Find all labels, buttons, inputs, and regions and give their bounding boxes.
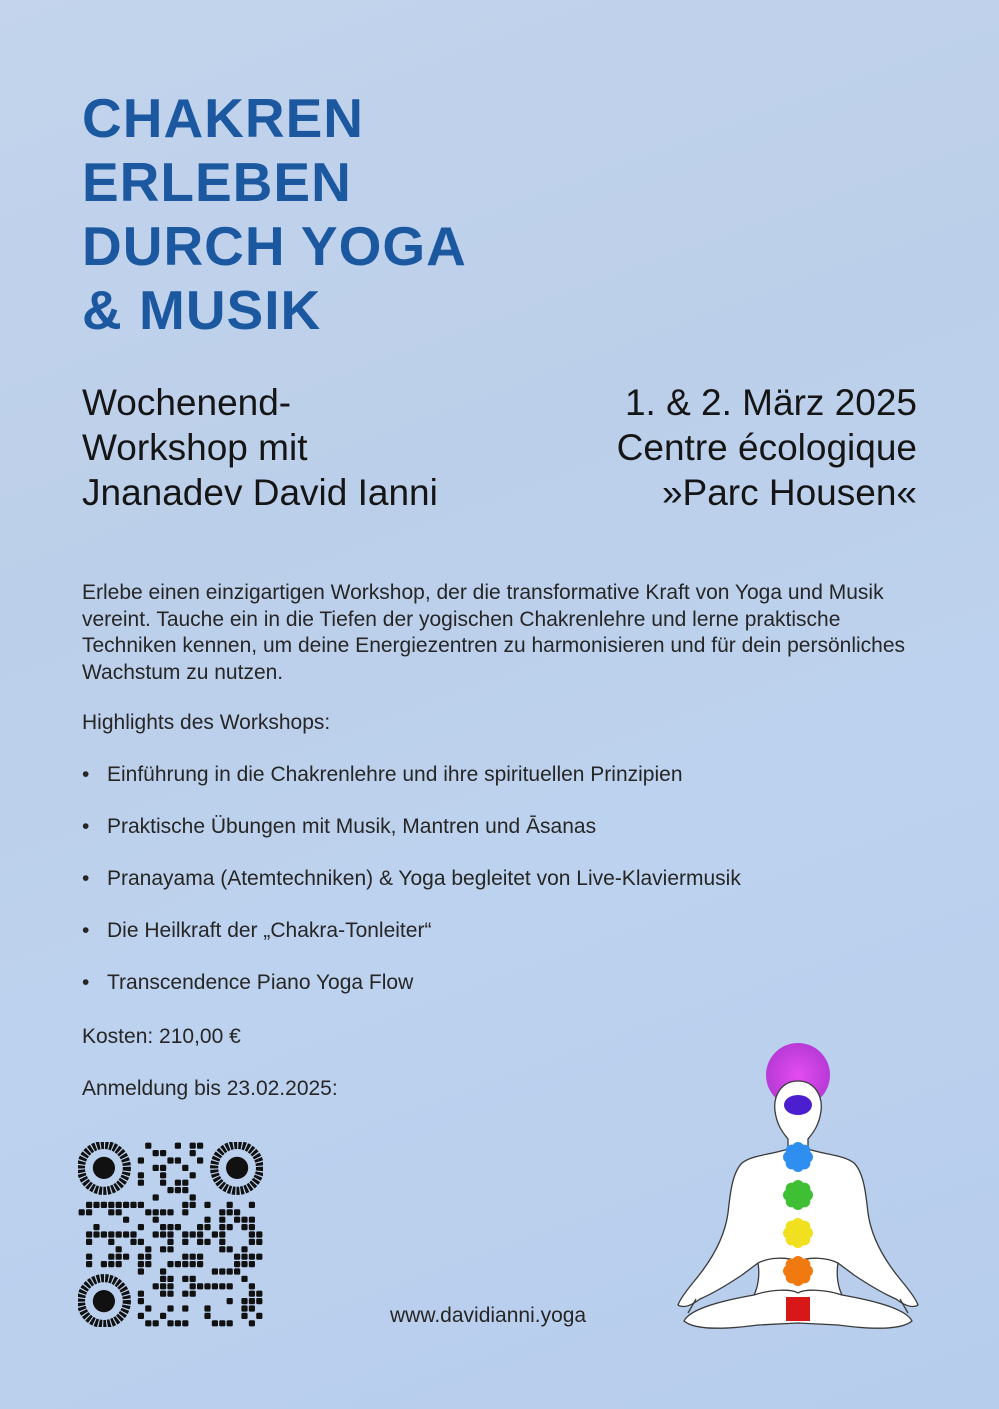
page-title bbox=[82, 86, 467, 342]
title-line: CHAKREN bbox=[82, 87, 364, 149]
website-link[interactable]: www.davidianni.yoga bbox=[390, 1304, 587, 1327]
intro-paragraph: Erlebe einen einzigartigen Workshop, der die transformative Kraft von Yoga und Musik vereint. Tauche ein in die Tiefen der yogischen Chakrenlehre und lerne praktische Techniken kennen, um deine Energiezentren zu harmonisieren und für dein persönliches Wachstum zu nutzen. bbox=[82, 581, 906, 684]
list-item bbox=[82, 815, 741, 867]
bullet-icon: • bbox=[82, 867, 90, 890]
chakra-symbol bbox=[783, 1218, 813, 1248]
highlight-text: Transcendence Piano Yoga Flow bbox=[107, 971, 414, 994]
workshop-subtitle bbox=[82, 380, 438, 515]
qr-code-icon[interactable] bbox=[78, 1142, 263, 1327]
event-date: 1. & 2. März 2025 bbox=[624, 382, 917, 423]
qr-finder-pattern bbox=[81, 1278, 127, 1324]
chakra-root bbox=[786, 1297, 810, 1321]
meditating-figure-icon bbox=[668, 1043, 930, 1333]
subtitle-line: Wochenend- bbox=[82, 382, 292, 423]
list-item bbox=[82, 867, 741, 919]
chakra-third-eye bbox=[784, 1095, 812, 1115]
highlight-text: Die Heilkraft der „Chakra-Tonleiter“ bbox=[107, 919, 432, 942]
list-item bbox=[82, 971, 741, 1023]
list-item bbox=[82, 919, 741, 971]
list-item bbox=[82, 763, 741, 815]
subtitle-line: Workshop mit bbox=[82, 427, 308, 468]
event-venue: Centre écologique bbox=[616, 427, 917, 468]
highlight-text: Praktische Übungen mit Musik, Mantren und Āsanas bbox=[107, 815, 597, 838]
highlights-list bbox=[82, 763, 741, 1023]
registration-deadline: Anmeldung bis 23.02.2025: bbox=[82, 1077, 338, 1100]
subtitle-line: Jnanadev David Ianni bbox=[82, 472, 438, 513]
qr-finder-pattern bbox=[214, 1145, 260, 1191]
bullet-icon: • bbox=[82, 919, 90, 942]
chakra-symbol bbox=[783, 1256, 813, 1286]
qr-finder-pattern bbox=[81, 1145, 127, 1191]
bullet-icon: • bbox=[82, 763, 90, 786]
cost-info: Kosten: 210,00 € bbox=[82, 1025, 241, 1048]
title-line: DURCH YOGA bbox=[82, 215, 467, 277]
chakra-symbol bbox=[783, 1142, 813, 1172]
highlight-text: Einführung in die Chakrenlehre und ihre spirituellen Prinzipien bbox=[107, 763, 683, 786]
highlights-heading: Highlights des Workshops: bbox=[82, 711, 331, 734]
highlight-text: Pranayama (Atemtechniken) & Yoga begleitet von Live-Klaviermusik bbox=[107, 867, 741, 890]
event-venue-name: »Parc Housen« bbox=[661, 472, 917, 513]
bullet-icon: • bbox=[82, 971, 90, 994]
chakra-symbol bbox=[783, 1180, 813, 1210]
title-line: & MUSIK bbox=[82, 279, 322, 341]
date-location bbox=[617, 380, 917, 515]
bullet-icon: • bbox=[82, 815, 90, 838]
title-line: ERLEBEN bbox=[82, 151, 352, 213]
